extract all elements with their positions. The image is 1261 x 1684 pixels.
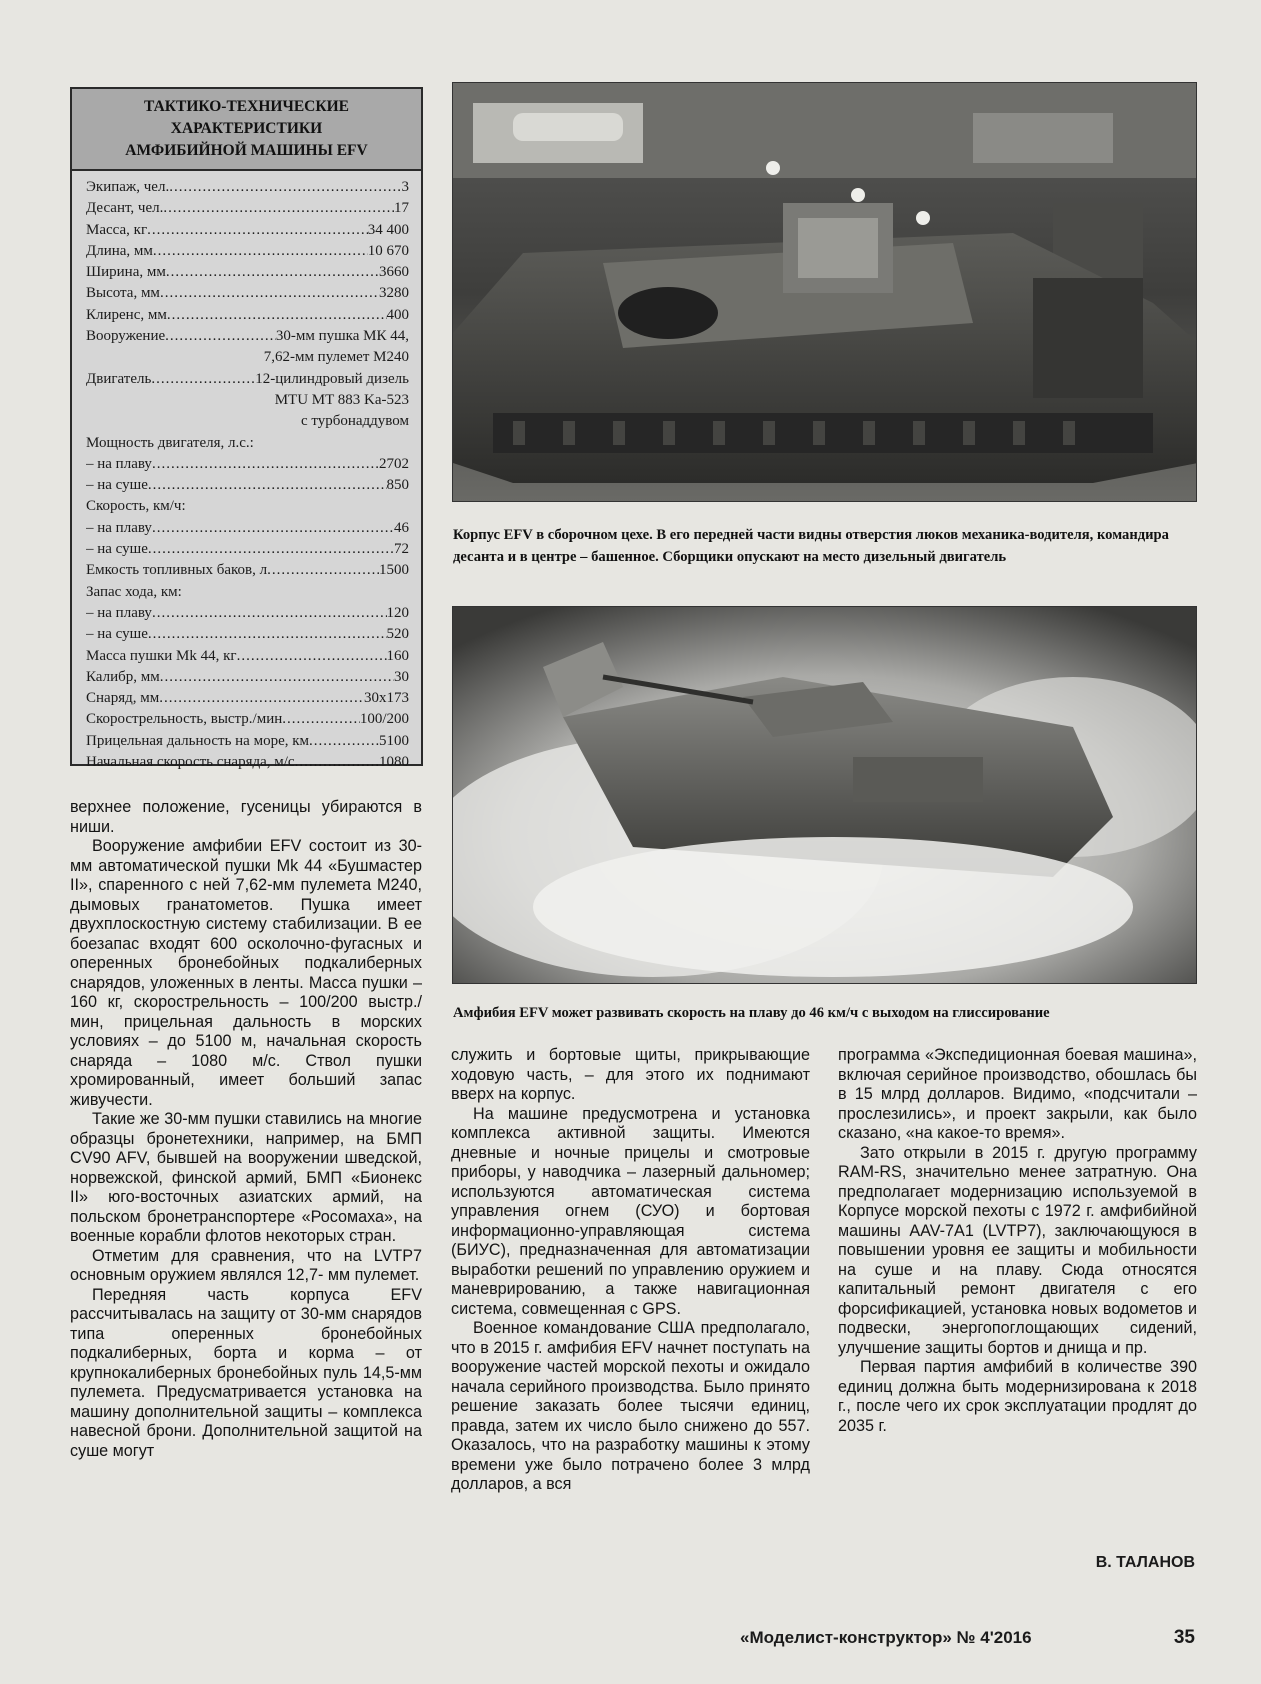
paragraph: Вооружение амфибии EFV состоит из 30-мм автоматической пушки Mk 44 «Бушмастер II», спаренного с ней 7,62-мм пулемета М240, дымовых гранатометов. Пушка имеет двухплоскостную систему стабилизации. В ее боезапас входят 600 осколочно-фугасных и оперенных бронебойных подкалиберных снарядов, уложенных в ленты. Масса пушки – 160 кг, скорострельность – 100/200 выстр./мин, прицельная дальность в морских условиях – до 5100 м, начальная скорость снаряда – 1080 м/с. Ствол пушки хромированный, имеет больший запас живучести. <box>70 837 422 1109</box>
spec-value: 160 <box>386 647 409 664</box>
spec-section-label: Запас хода, км: <box>86 583 182 600</box>
spec-leader-dots <box>152 454 379 475</box>
spec-value: 1080 <box>379 754 409 771</box>
spec-value: 520 <box>386 626 409 643</box>
spec-row <box>86 475 409 496</box>
spec-row <box>86 539 409 560</box>
spec-row <box>86 326 409 347</box>
author-name: В. ТАЛАНОВ <box>1095 1554 1195 1571</box>
spec-value: 17 <box>394 200 409 217</box>
spec-label: Двигатель <box>86 370 152 387</box>
spec-value: 1500 <box>379 562 409 579</box>
spec-leader-dots <box>309 731 379 752</box>
spec-table-rows <box>72 171 421 773</box>
text-column-2 <box>451 1046 810 1495</box>
spec-row <box>86 220 409 241</box>
spec-label: Прицельная дальность на море, км <box>86 732 310 749</box>
spec-row <box>86 262 409 283</box>
paragraph: Передняя часть корпуса EFV рассчитывалась на защиту от 30-мм снарядов типа оперенных бронебойных подкалиберных, борта и корма – от крупнокалиберных бронебойных пуль 14,5-мм пулемета. Предусматривается установка на машину дополнительной защиты – комплекса навесной брони. Дополнительной защитой на суше могут <box>70 1285 422 1460</box>
spec-label: Снаряд, мм <box>86 690 160 707</box>
spec-label: – на суше <box>86 541 148 558</box>
spec-row <box>86 454 409 475</box>
spec-value: 850 <box>386 477 409 494</box>
spec-label: Емкость топливных баков, л <box>86 562 268 579</box>
spec-leader-dots <box>148 624 387 645</box>
text-column-1 <box>70 798 422 1461</box>
spec-value-continuation: 7,62-мм пулемет М240 <box>263 349 409 366</box>
spec-label: – на плаву <box>86 519 152 536</box>
spec-row <box>86 177 409 198</box>
spec-leader-dots <box>160 283 379 304</box>
spec-leader-dots <box>160 667 394 688</box>
spec-row <box>86 369 409 390</box>
spec-label: – на суше <box>86 477 148 494</box>
spec-leader-dots <box>167 305 387 326</box>
spec-leader-dots <box>165 326 276 347</box>
spec-label: Длина, мм <box>86 242 153 259</box>
spec-row <box>86 667 409 688</box>
spec-title-line: ТАКТИКО-ТЕХНИЧЕСКИЕ <box>144 98 349 115</box>
spec-value: 30 <box>394 668 409 685</box>
spec-row <box>86 731 409 752</box>
spec-label: Ширина, мм <box>86 264 166 281</box>
spec-row <box>86 560 409 581</box>
spec-value: 30-мм пушка МК 44, <box>275 328 409 345</box>
spec-leader-dots <box>282 709 360 730</box>
spec-label: Высота, мм <box>86 285 160 302</box>
spec-label: Десант, чел. <box>86 200 164 217</box>
paragraph: Военное командование США предполагало, что в 2015 г. амфибия EFV начнет поступать на вооружение частей морской пехоты и ожидало начала серийного производства. Было принято решение заказать более тысячи единиц, правда, затем их число было снижено до 557. Оказалось, что на разработку машины к этому времени уже было потрачено более 3 млрд долларов, а вся <box>451 1319 810 1493</box>
spec-table-title <box>72 89 421 171</box>
spec-leader-dots <box>148 475 387 496</box>
spec-label: Масса, кг <box>86 221 148 238</box>
spec-leader-dots <box>237 646 387 667</box>
page-footer <box>740 1628 1195 1648</box>
spec-value: 5100 <box>379 732 409 749</box>
spec-leader-dots <box>148 539 394 560</box>
efv-planing-image <box>453 607 1197 984</box>
spec-leader-dots <box>163 198 394 219</box>
spec-value: 100/200 <box>359 711 409 728</box>
spec-row <box>86 305 409 326</box>
spec-label: Начальная скорость снаряда, м/с <box>86 754 295 771</box>
magazine-issue: «Моделист-конструктор» № 4'2016 <box>740 1628 1032 1647</box>
photo-efv-planing <box>452 606 1197 984</box>
spec-leader-dots <box>147 220 368 241</box>
spec-title-line: ХАРАКТЕРИСТИКИ <box>170 120 323 137</box>
spec-leader-dots <box>152 518 394 539</box>
photo-efv-assembly <box>452 82 1197 502</box>
spec-section-label: Скорость, км/ч: <box>86 498 186 515</box>
efv-assembly-image <box>453 83 1197 502</box>
spec-label: – на суше <box>86 626 148 643</box>
spec-leader-dots <box>159 688 364 709</box>
spec-value: 3280 <box>379 285 409 302</box>
paragraph: Первая партия амфибий в количестве 390 единиц должна быть модернизирована к 2018 г., после чего их срок эксплуатации продлят до 2035 г. <box>838 1358 1197 1435</box>
spec-value: 34 400 <box>367 221 409 238</box>
paragraph: На машине предусмотрена и установка комплекса активной защиты. Имеются дневные и ночные прицелы и смотровые приборы, у наводчика – лазерный дальномер; используются автоматическая система управления огнем (СУО) и бортовая информационно-управляющая система (БИУС), предназначенная для автоматизации выработки решений по управлению оружием и маневрированию, а также навигационная система, совмещенная с GPS. <box>451 1104 810 1318</box>
spec-leader-dots <box>152 603 387 624</box>
paragraph: Такие же 30-мм пушки ставились на многие образцы бронетехники, например, на БМП CV90 AFV, бывшей на вооружении шведской, норвежской, финской армий, БМП «Бионекс II» юго-восточных азиатских армий, на польском бронетранспортере «Росомаха», на военные корабли флотов некоторых стран. <box>70 1110 423 1245</box>
paragraph: программа «Экспедиционная боевая машина», включая серийное производство, обошлась бы в 15 млрд долларов. Видимо, «подсчитали – прослезились», и проект закрыли, как было сказано, «на какое-то время». <box>838 1046 1197 1142</box>
spec-label: – на плаву <box>86 455 152 472</box>
spec-leader-dots <box>295 752 379 773</box>
spec-leader-dots <box>169 177 401 198</box>
spec-table <box>70 87 423 771</box>
page-number: 35 <box>1173 1627 1195 1648</box>
spec-value: 120 <box>386 604 409 621</box>
spec-row <box>86 709 409 730</box>
spec-row <box>86 752 409 773</box>
spec-value: 3660 <box>379 264 409 281</box>
spec-value-continuation: с турбонаддувом <box>300 413 409 430</box>
spec-value: 400 <box>386 306 409 323</box>
spec-label: Калибр, мм <box>86 668 160 685</box>
photo-caption-planing: Амфибия EFV может развивать скорость на плаву до 46 км/ч с выходом на глиссирование <box>453 1005 1050 1021</box>
text-column-3 <box>838 1046 1197 1436</box>
paragraph: служить и бортовые щиты, прикрывающие ходовую часть, – для этого их поднимают вверх на корпус. <box>451 1046 810 1103</box>
spec-section-label: Мощность двигателя, л.с.: <box>86 434 254 451</box>
spec-row <box>86 646 409 667</box>
paragraph: Зато открыли в 2015 г. другую программу RAM-RS, значительно менее затратную. Она предполагает модернизацию используемой в Корпусе морской пехоты с 1972 г. амфибийной машины AAV-7A1 (LVTP7), заключающуюся в повышении уровня ее защиты и мобильности на суше и на плаву. Сюда относятся капитальный ремонт двигателя с его форсификацией, установка новых водометов и подвески, энергопоглощающих сидений, улучшение защиты бортов и днища и пр. <box>838 1143 1197 1357</box>
spec-row <box>86 603 409 624</box>
spec-value: 2702 <box>379 455 409 472</box>
spec-label: – на плаву <box>86 604 152 621</box>
spec-value: 10 670 <box>367 242 409 259</box>
spec-leader-dots <box>153 241 368 262</box>
spec-label: Масса пушки Mk 44, кг <box>86 647 237 664</box>
spec-label: Экипаж, чел. <box>86 179 170 195</box>
spec-value-continuation: MTU MT 883 Ka-523 <box>274 391 409 408</box>
spec-leader-dots <box>151 369 255 390</box>
spec-value: 46 <box>394 519 409 536</box>
spec-value: 12-цилиндровый дизель <box>255 370 409 387</box>
spec-row <box>86 518 409 539</box>
spec-row <box>86 283 409 304</box>
paragraph: верхнее положение, гусеницы убираются в ниши. <box>70 798 422 836</box>
spec-label: Вооружение <box>86 328 166 345</box>
spec-row <box>86 198 409 219</box>
spec-row <box>86 241 409 262</box>
spec-row <box>86 624 409 645</box>
spec-title-line: АМФИБИЙНОЙ МАШИНЫ EFV <box>125 142 368 159</box>
spec-label: Клиренс, мм <box>86 306 167 323</box>
photo-caption-assembly: Корпус EFV в сборочном цехе. В его передней части видны отверстия люков механика-водителя, командира десанта и в центре – башенное. Сборщики опускают на место дизельный двигатель <box>453 527 1169 565</box>
spec-value: 72 <box>394 541 409 558</box>
paragraph: Отметим для сравнения, что на LVTP7 основным оружием являлся 12,7- мм пулемет. <box>70 1246 422 1284</box>
spec-leader-dots <box>166 262 379 283</box>
spec-row <box>86 688 409 709</box>
spec-label: Скорострельность, выстр./мин <box>86 711 283 728</box>
spec-value: 30x173 <box>364 690 409 707</box>
spec-value: 3 <box>401 179 409 195</box>
spec-leader-dots <box>267 560 379 581</box>
